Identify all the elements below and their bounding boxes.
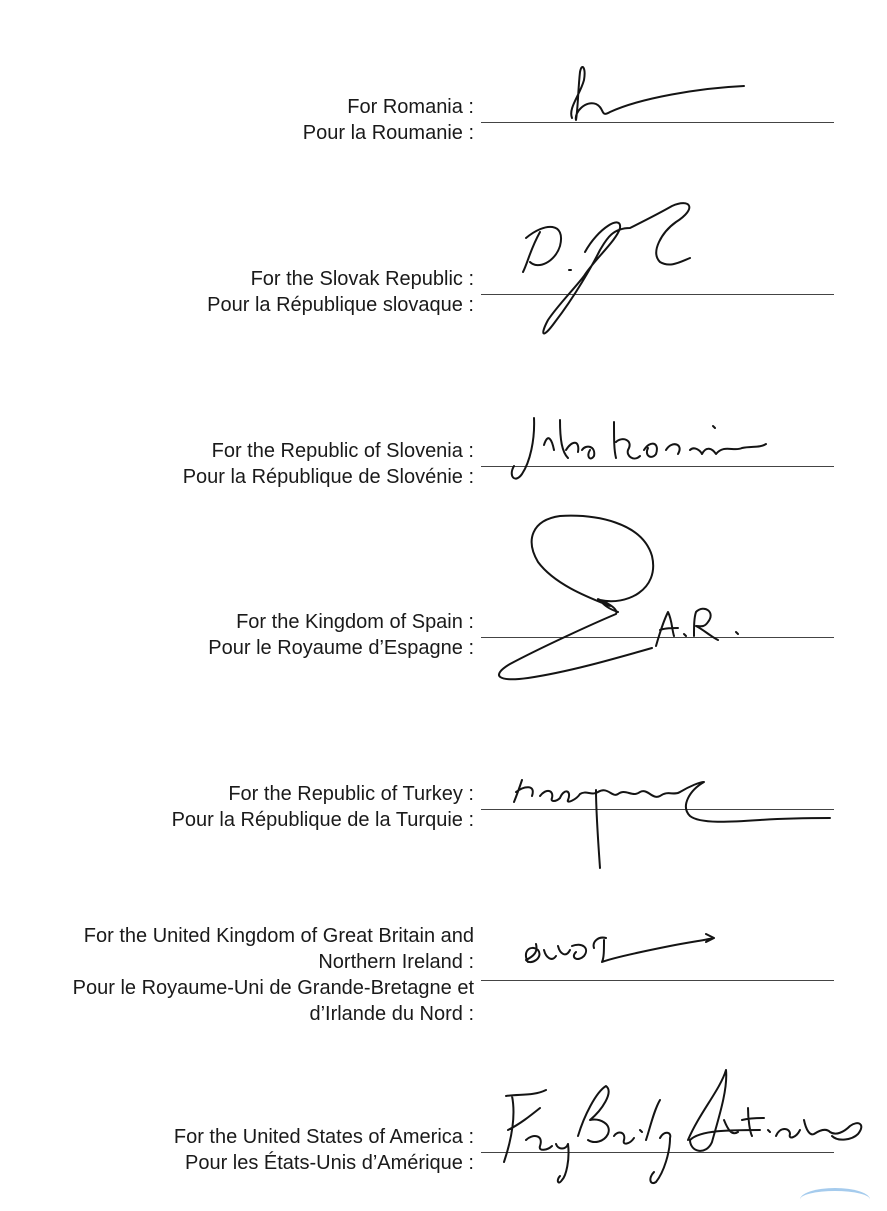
- label-en: For the Kingdom of Spain :: [236, 611, 474, 633]
- signature-turkey: [514, 780, 830, 868]
- label-fr: Pour la Roumanie :: [302, 122, 474, 144]
- label-uk: [73, 923, 474, 1027]
- label-romania: [303, 94, 474, 146]
- label-en-line1: For the United Kingdom of Great Britain and: [83, 925, 474, 947]
- label-slovakia: [207, 266, 474, 318]
- signature-line: [481, 980, 834, 981]
- label-fr-line2: d’Irlande du Nord :: [309, 1003, 474, 1025]
- label-fr: Pour la République slovaque :: [207, 294, 474, 316]
- label-en: For the United States of America :: [173, 1126, 474, 1148]
- label-en: For the Republic of Slovenia :: [211, 440, 474, 462]
- signature-usa: [504, 1070, 861, 1183]
- signature-line: [481, 1152, 834, 1153]
- label-turkey: [172, 781, 474, 833]
- label-en-line2: Northern Ireland :: [318, 951, 474, 973]
- label-en: For the Republic of Turkey :: [228, 783, 474, 805]
- signature-line: [481, 294, 834, 295]
- label-slovenia: [183, 438, 474, 490]
- label-en: For Romania :: [347, 96, 474, 118]
- signature-line: [481, 466, 834, 467]
- label-usa: [174, 1124, 474, 1176]
- label-en: For the Slovak Republic :: [250, 268, 474, 290]
- label-spain: [208, 609, 474, 661]
- label-fr: Pour le Royaume d’Espagne :: [208, 637, 474, 659]
- label-fr: Pour la République de la Turquie :: [171, 809, 474, 831]
- label-fr-line1: Pour le Royaume-Uni de Grande-Bretagne et: [72, 977, 474, 999]
- signature-slovakia: [523, 203, 690, 333]
- signature-romania: [571, 67, 744, 120]
- signature-line: [481, 809, 834, 810]
- label-fr: Pour les États-Unis d’Amérique :: [184, 1152, 474, 1174]
- signature-slovenia: [512, 418, 766, 479]
- label-fr: Pour la République de Slovénie :: [182, 466, 474, 488]
- signature-line: [481, 122, 834, 123]
- signature-line: [481, 637, 834, 638]
- signature-spain: [499, 516, 738, 680]
- signature-uk: [526, 934, 714, 962]
